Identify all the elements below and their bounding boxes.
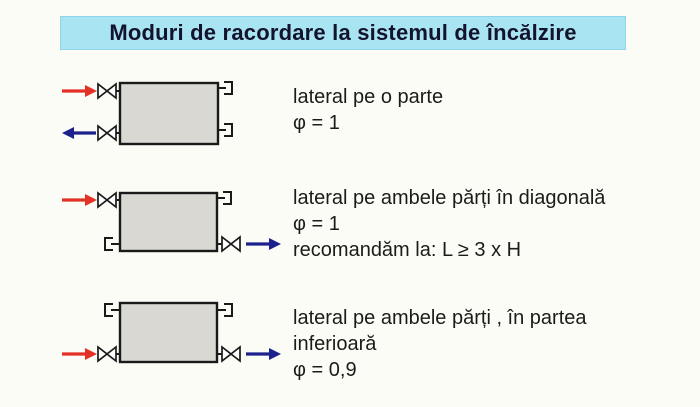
valve-icon (217, 347, 240, 361)
radiator-body (120, 303, 217, 362)
cap-icon (105, 304, 120, 316)
return-arrow-icon (62, 127, 96, 139)
supply-arrow-icon (62, 194, 97, 206)
label-line: φ = 1 (293, 112, 340, 134)
cap-icon (216, 192, 231, 204)
cap-icon (217, 304, 232, 316)
valve-icon (217, 237, 240, 251)
label-line: φ = 1 (293, 213, 340, 235)
cap-icon (217, 124, 232, 136)
radiator-body (120, 193, 217, 251)
label-line: lateral pe o parte (293, 86, 444, 108)
title-bar (60, 16, 626, 50)
return-arrow-icon (246, 238, 281, 250)
radiator-diagram-one-side (58, 78, 293, 158)
valve-icon (98, 347, 120, 361)
valve-icon (98, 193, 120, 207)
label-line: inferioară (293, 333, 377, 355)
radiator-diagram-diagonal (58, 188, 293, 268)
cap-icon (217, 82, 232, 94)
valve-icon (98, 84, 120, 98)
label-bottom (293, 305, 587, 383)
supply-arrow-icon (62, 85, 97, 97)
label-one-side (293, 84, 443, 136)
radiator-diagram-bottom (58, 298, 293, 378)
label-line: recomandăm la: L ≥ 3 x H (293, 239, 522, 261)
valve-icon (98, 126, 120, 140)
supply-arrow-icon (62, 348, 97, 360)
label-line: lateral pe ambele părți , în partea (293, 307, 587, 329)
label-diagonal (293, 185, 605, 263)
cap-icon (105, 238, 120, 250)
return-arrow-icon (246, 348, 281, 360)
page-title: Moduri de racordare la sistemul de încălzire (109, 20, 577, 45)
label-line: lateral pe ambele părți în diagonală (293, 187, 606, 209)
radiator-body (120, 83, 218, 144)
label-line: φ = 0,9 (293, 359, 357, 381)
